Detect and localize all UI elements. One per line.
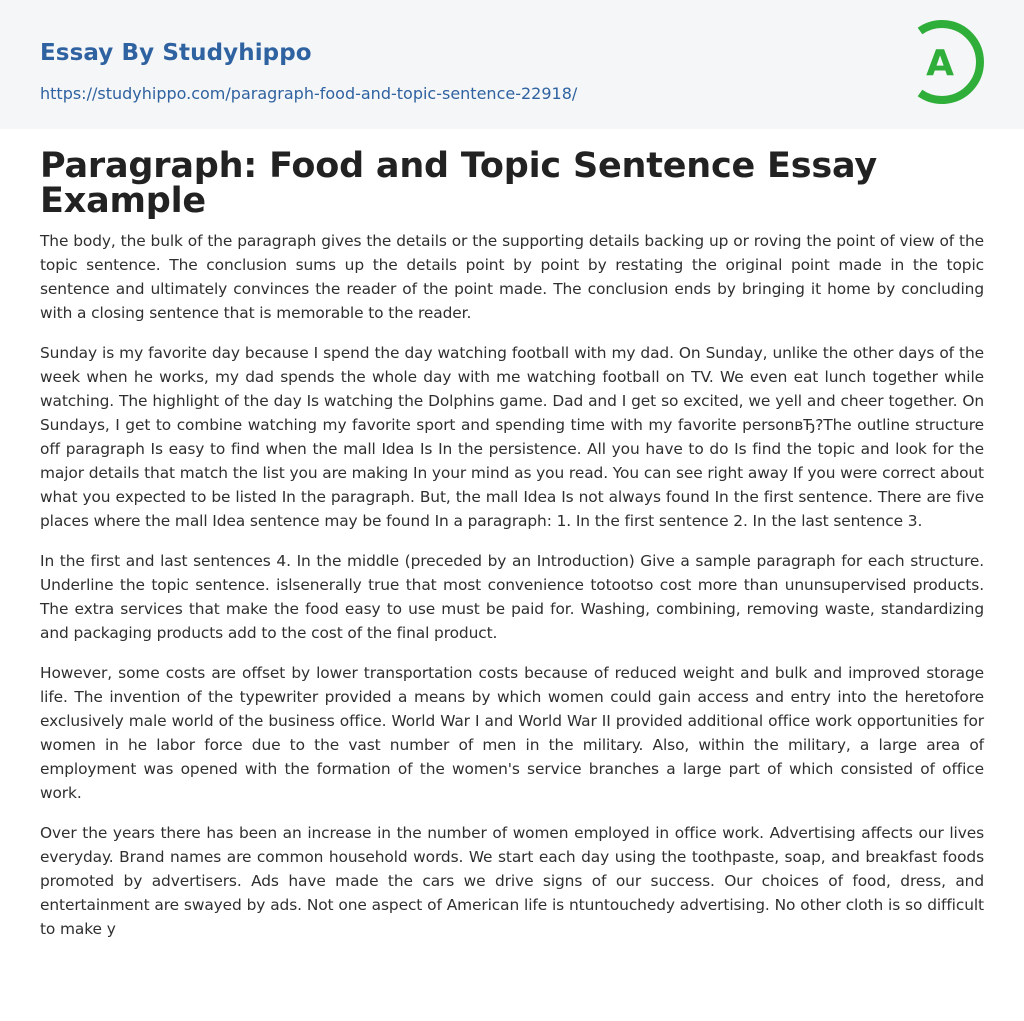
article-body (0, 129, 1024, 941)
paragraph-1: The body, the bulk of the paragraph gives the details or the supporting details backing up or roving the point of view of the topic sentence. The conclusion sums up the details point by point by restating the original point made in the topic sentence and ultimately convinces the reader of the point made. The conclusion ends by bringing it home by concluding with a closing sentence that is memorable to the reader. (40, 232, 984, 322)
site-title[interactable]: Essay By Studyhippo (40, 40, 312, 66)
paragraph-2: Sunday is my favorite day because I spend the day watching football with my dad. On Sunday, unlike the other days of the week when he works, my dad spends the whole day with me watching football on TV. We even eat lunch together while watching. The highlight of the day Is watching the Dolphins game. Dad and I get so excited, we yell and cheer together. On Sundays, I get to combine watching my favorite sport and spending time with my favorite personвЂ?The outline structure off paragraph Is easy to find when the mall Idea Is In the persistence. All you have to do Is find the topic and look for the major details that match the list you are making In your mind as you read. You can see right away If you were correct about what you expected to be listed In the paragraph. But, the mall Idea Is not always found In the first sentence. There are five places where the mall Idea sentence may be found In a paragraph: 1. In the first sentence 2. In the last sentence 3. (40, 344, 984, 530)
logo-letter: A (926, 43, 954, 84)
paragraph-5: Over the years there has been an increase in the number of women employed in office work. Advertising affects our lives everyday. Brand names are common household words. We start each day using the toothpaste, soap, and breakfast foods promoted by advertisers. Ads have made the cars we drive signs of our success. Our choices of food, dress, and entertainment are swayed by ads. Not one aspect of American life is ntuntouchedy advertising. No other cloth is so difficult to make y (40, 824, 984, 938)
studyhippo-logo-icon[interactable] (912, 19, 986, 105)
paragraph-3: In the first and last sentences 4. In the middle (preceded by an Introduction) Give a sample paragraph for each structure. Underline the topic sentence. islsenerally true that most convenience totootso cost more than ununsupervised products. The extra services that make the food easy to use must be paid for. Washing, combining, removing waste, standardizing and packaging products add to the cost of the final product. (40, 552, 984, 642)
page-title: Paragraph: Food and Topic Sentence Essay Example (40, 146, 877, 221)
article-url-link[interactable]: https://studyhippo.com/paragraph-food-and-topic-sentence-22918/ (40, 84, 578, 103)
paragraph-4: However, some costs are offset by lower transportation costs because of reduced weight and bulk and improved storage life. The invention of the typewriter provided a means by which women could gain access and entry into the heretofore exclusively male world of the business office. World War I and World War II provided additional office work opportunities for women in he labor force due to the vast number of men in the military. Also, within the military, a large area of employment was opened with the formation of the women's service branches a large part of which consisted of office work. (40, 664, 984, 802)
site-header (0, 0, 1024, 129)
